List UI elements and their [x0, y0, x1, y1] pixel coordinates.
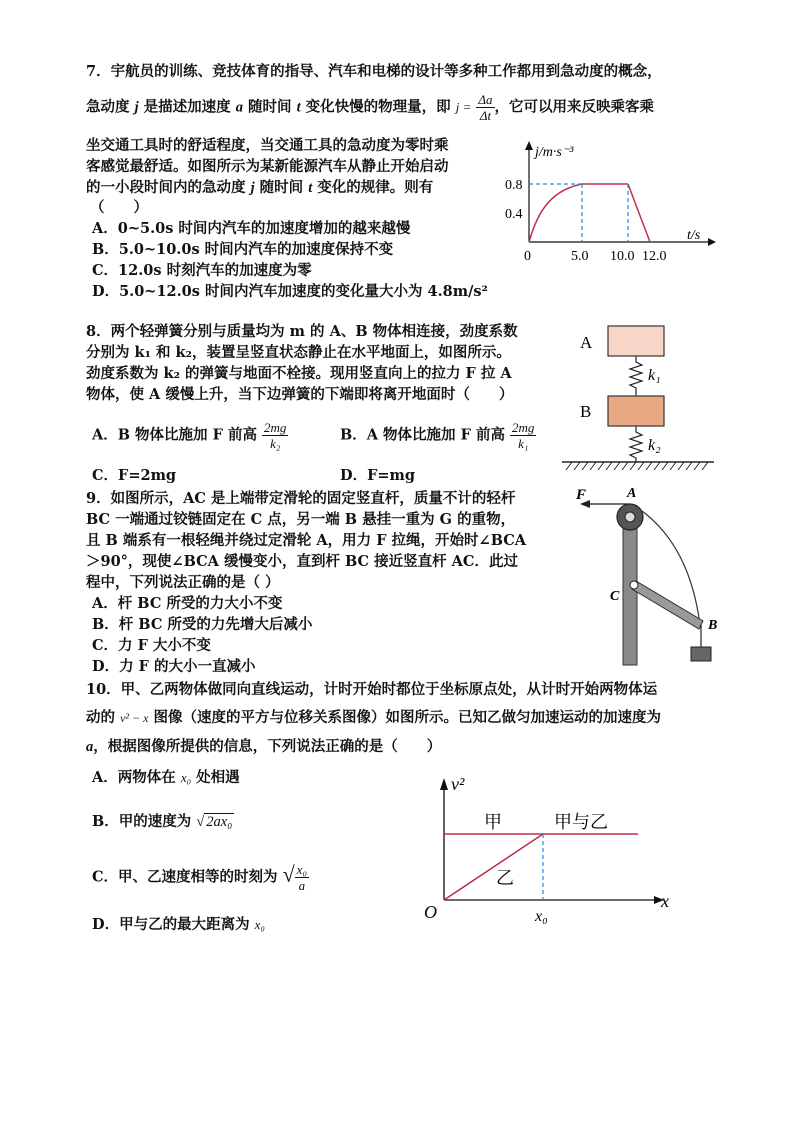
spring-k1 — [630, 356, 642, 396]
label-b: B — [580, 402, 592, 421]
q7-line5: 的一小段时间内的急动度 j 随时间 t 变化的规律。则有 — [86, 179, 434, 196]
q9-option-d: D．力 F 的大小一直减小 — [92, 658, 256, 675]
y-axis-arrow — [525, 141, 533, 150]
label-a: A — [580, 333, 593, 352]
label-c: C — [610, 589, 620, 604]
weight-g — [691, 647, 711, 661]
q8-line1: 8．两个轻弹簧分别与质量均为 m 的 A、B 物体相连接，劲度系数 — [86, 323, 518, 340]
q8-option-d: D．F=mg — [340, 467, 415, 484]
q9-option-a: A．杆 BC 所受的力大小不变 — [92, 595, 283, 612]
x0-label: x₀ — [535, 908, 548, 925]
q7-line4: 客感觉最舒适。如图所示为某新能源汽车从静止开始启动 — [86, 158, 449, 175]
pulley-axle — [625, 512, 635, 522]
q7-x-label: t/s — [687, 228, 701, 243]
q8-option-c: C．F=2mg — [92, 467, 177, 484]
label-a: A — [627, 487, 637, 501]
q10-option-a: A．两物体在 x₀ 处相遇 — [92, 769, 240, 786]
label-b: B — [708, 618, 718, 633]
q9-option-c: C．力 F 大小不变 — [92, 637, 211, 654]
xtick-10: 10.0 — [610, 249, 635, 264]
q7-jerk-graph — [500, 138, 720, 268]
label-jia-yi: 甲与乙 — [554, 812, 608, 832]
q9-line2: BC 一端通过铰链固定在 C 点，另一端 B 悬挂一重为 G 的重物， — [86, 511, 516, 528]
rising-curve — [529, 184, 582, 242]
label-k2: k₂ — [648, 437, 661, 454]
q8-line3: 劲度系数为 k₂ 的弹簧与地面不栓接。现用竖直向上的拉力 F 拉 A — [86, 365, 512, 382]
q10-option-c: C．甲、乙速度相等的时刻为 √ $\frac{\text{x₀}}{a}$ — [92, 861, 307, 893]
q10-line2: 动的 v² − x 图像（速度的平方与位移关系图像）如图所示。已知乙做匀加速运动的加速度为 — [86, 709, 661, 726]
xtick-12: 12.0 — [642, 249, 667, 264]
label-k1: k₁ — [648, 367, 661, 384]
q7-line3: 坐交通工具时的舒适程度，当交通工具的急动度为零时乘 — [86, 137, 449, 154]
falling-segment — [628, 184, 650, 242]
block-a — [608, 326, 664, 356]
q10-y-label: v² — [451, 774, 465, 794]
q10-option-b: B．甲的速度为 √ 2ax₀ — [92, 813, 233, 830]
ground-hatch — [566, 462, 708, 470]
x-axis-arrow — [708, 238, 716, 246]
xtick-0: 0 — [524, 249, 531, 264]
ytick-0.8: 0.8 — [505, 178, 523, 193]
q8-option-b: B．A 物体比施加 F 前高 $\frac{2mg}{\text{k₁}}$ — [340, 420, 535, 451]
label-jia: 甲 — [484, 812, 502, 832]
label-yi: 乙 — [496, 868, 514, 888]
q8-spring-figure — [562, 322, 722, 472]
q8-line4: 物体，使 A 缓慢上升，当下边弹簧的下端即将离开地面时（ ） — [86, 386, 514, 403]
jerk-formula: $\frac{\Delta a}{\Delta t}$ — [478, 92, 493, 123]
ytick-0.4: 0.4 — [505, 207, 523, 222]
q8-option-a: A．B 物体比施加 F 前高 $\frac{2mg}{\text{k₂}}$ — [92, 420, 287, 451]
q7-option-d: D．5.0~12.0s 时间内汽车加速度的变化量大小为 4.8m/s² — [92, 283, 488, 300]
q7-option-b: B．5.0~10.0s 时间内汽车的加速度保持不变 — [92, 241, 394, 258]
q7-line2: 急动度 j 是描述加速度 a 随时间 t 变化快慢的物理量，即 j = $\frac{\Delta a}{\Delta t}$ ，它可以用来反映乘客乘 — [86, 92, 655, 123]
q7-line1: 7．宇航员的训练、竞技体育的指导、汽车和电梯的设计等多种工作都用到急动度的概念， — [86, 63, 662, 80]
q9-line1: 9．如图所示，AC 是上端带定滑轮的固定竖直杆，质量不计的轻杆 — [86, 490, 516, 507]
origin-label: O — [424, 902, 437, 922]
q9-option-b: B．杆 BC 所受的力先增大后减小 — [92, 616, 313, 633]
q9-pulley-figure — [570, 487, 730, 667]
q7-y-label: j/m·s⁻³ — [535, 145, 574, 160]
q9-line3: 且 B 端系有一根轻绳并绕过定滑轮 A，用力 F 拉绳，开始时∠BCA — [86, 532, 527, 549]
q10-option-d: D．甲与乙的最大距离为 x₀ — [92, 916, 265, 933]
line-yi — [444, 834, 543, 900]
q7-option-c: C．12.0s 时刻汽车的加速度为零 — [92, 262, 312, 279]
q10-v2x-graph — [418, 770, 678, 930]
xtick-5: 5.0 — [571, 249, 589, 264]
q8-line2: 分别为 k₁ 和 k₂，装置呈竖直状态静止在水平地面上，如图所示。 — [86, 344, 511, 361]
q9-line4: ＞90°，现使∠BCA 缓慢变小，直到杆 BC 接近竖直杆 AC．此过 — [86, 553, 518, 570]
block-b — [608, 396, 664, 426]
hinge-c — [630, 581, 638, 589]
q10-line3: a，根据图像所提供的信息，下列说法正确的是（ ） — [86, 738, 442, 755]
y-axis-arrow — [440, 778, 448, 790]
q9-line5: 程中，下列说法正确的是（ ） — [86, 574, 280, 591]
q7-option-a: A．0~5.0s 时间内汽车的加速度增加的越来越慢 — [92, 220, 411, 237]
q7-bracket: （ ） — [90, 199, 148, 216]
spring-k2 — [630, 426, 642, 462]
label-f: F — [576, 487, 587, 503]
q10-line1: 10．甲、乙两物体做同向直线运动，计时开始时都位于坐标原点处，从计时开始两物体运 — [86, 681, 658, 698]
q10-x-label: x — [661, 891, 669, 911]
